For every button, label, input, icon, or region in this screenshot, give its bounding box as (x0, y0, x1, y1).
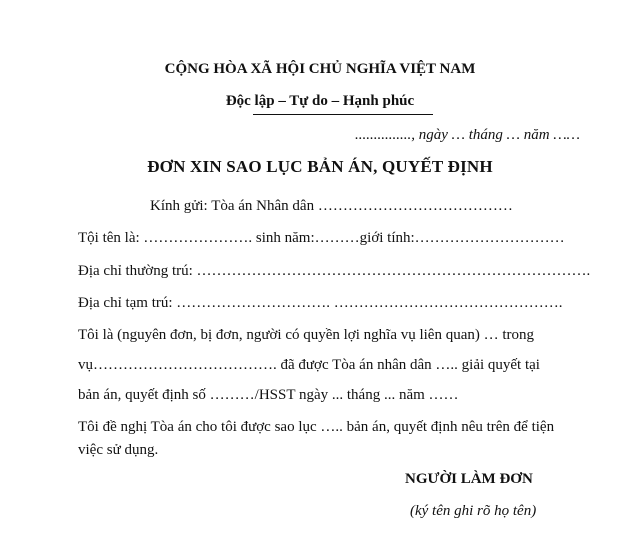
national-title: CỘNG HÒA XÃ HỘI CHỦ NGHĨA VIỆT NAM (164, 61, 476, 77)
paragraph2-line: việc sử dụng. (78, 442, 159, 458)
document-title: ĐƠN XIN SAO LỤC BẢN ÁN, QUYẾT ĐỊNH (147, 157, 493, 176)
paragraph1-line: Tôi là (nguyên đơn, bị đơn, người có quyền lợi nghĩa vụ liên quan) … trong (78, 327, 535, 343)
motto: Độc lập – Tự do – Hạnh phúc (225, 93, 415, 109)
recipient-line: Kính gửi: Tòa án Nhân dân ………………………………… (150, 198, 513, 214)
signer-note: (ký tên ghi rõ họ tên) (410, 503, 537, 519)
paragraph1-line: vụ………………………………. đã được Tòa án nhân dân ….. giải quyết tại (78, 357, 540, 373)
signer-title: NGƯỜI LÀM ĐƠN (405, 471, 533, 487)
temporary-address-line: Địa chỉ tạm trú: …………………………. ………………………………………. (78, 295, 563, 311)
paragraph1-line: bản án, quyết định số ………/HSST ngày ... tháng ... năm …… (78, 387, 459, 403)
date-line: ..............., ngày … tháng … năm …… (355, 127, 581, 143)
paragraph2-line: Tôi đề nghị Tòa án cho tôi được sao lục ….. bản án, quyết định nêu trên để tiện (78, 419, 555, 435)
motto-underline (253, 114, 433, 115)
name-line: Tội tên là: …………………. sinh năm:………giới tính:………………………… (78, 230, 565, 246)
permanent-address-line: Địa chỉ thường trú: ……………………………………………………………………. (78, 263, 591, 279)
